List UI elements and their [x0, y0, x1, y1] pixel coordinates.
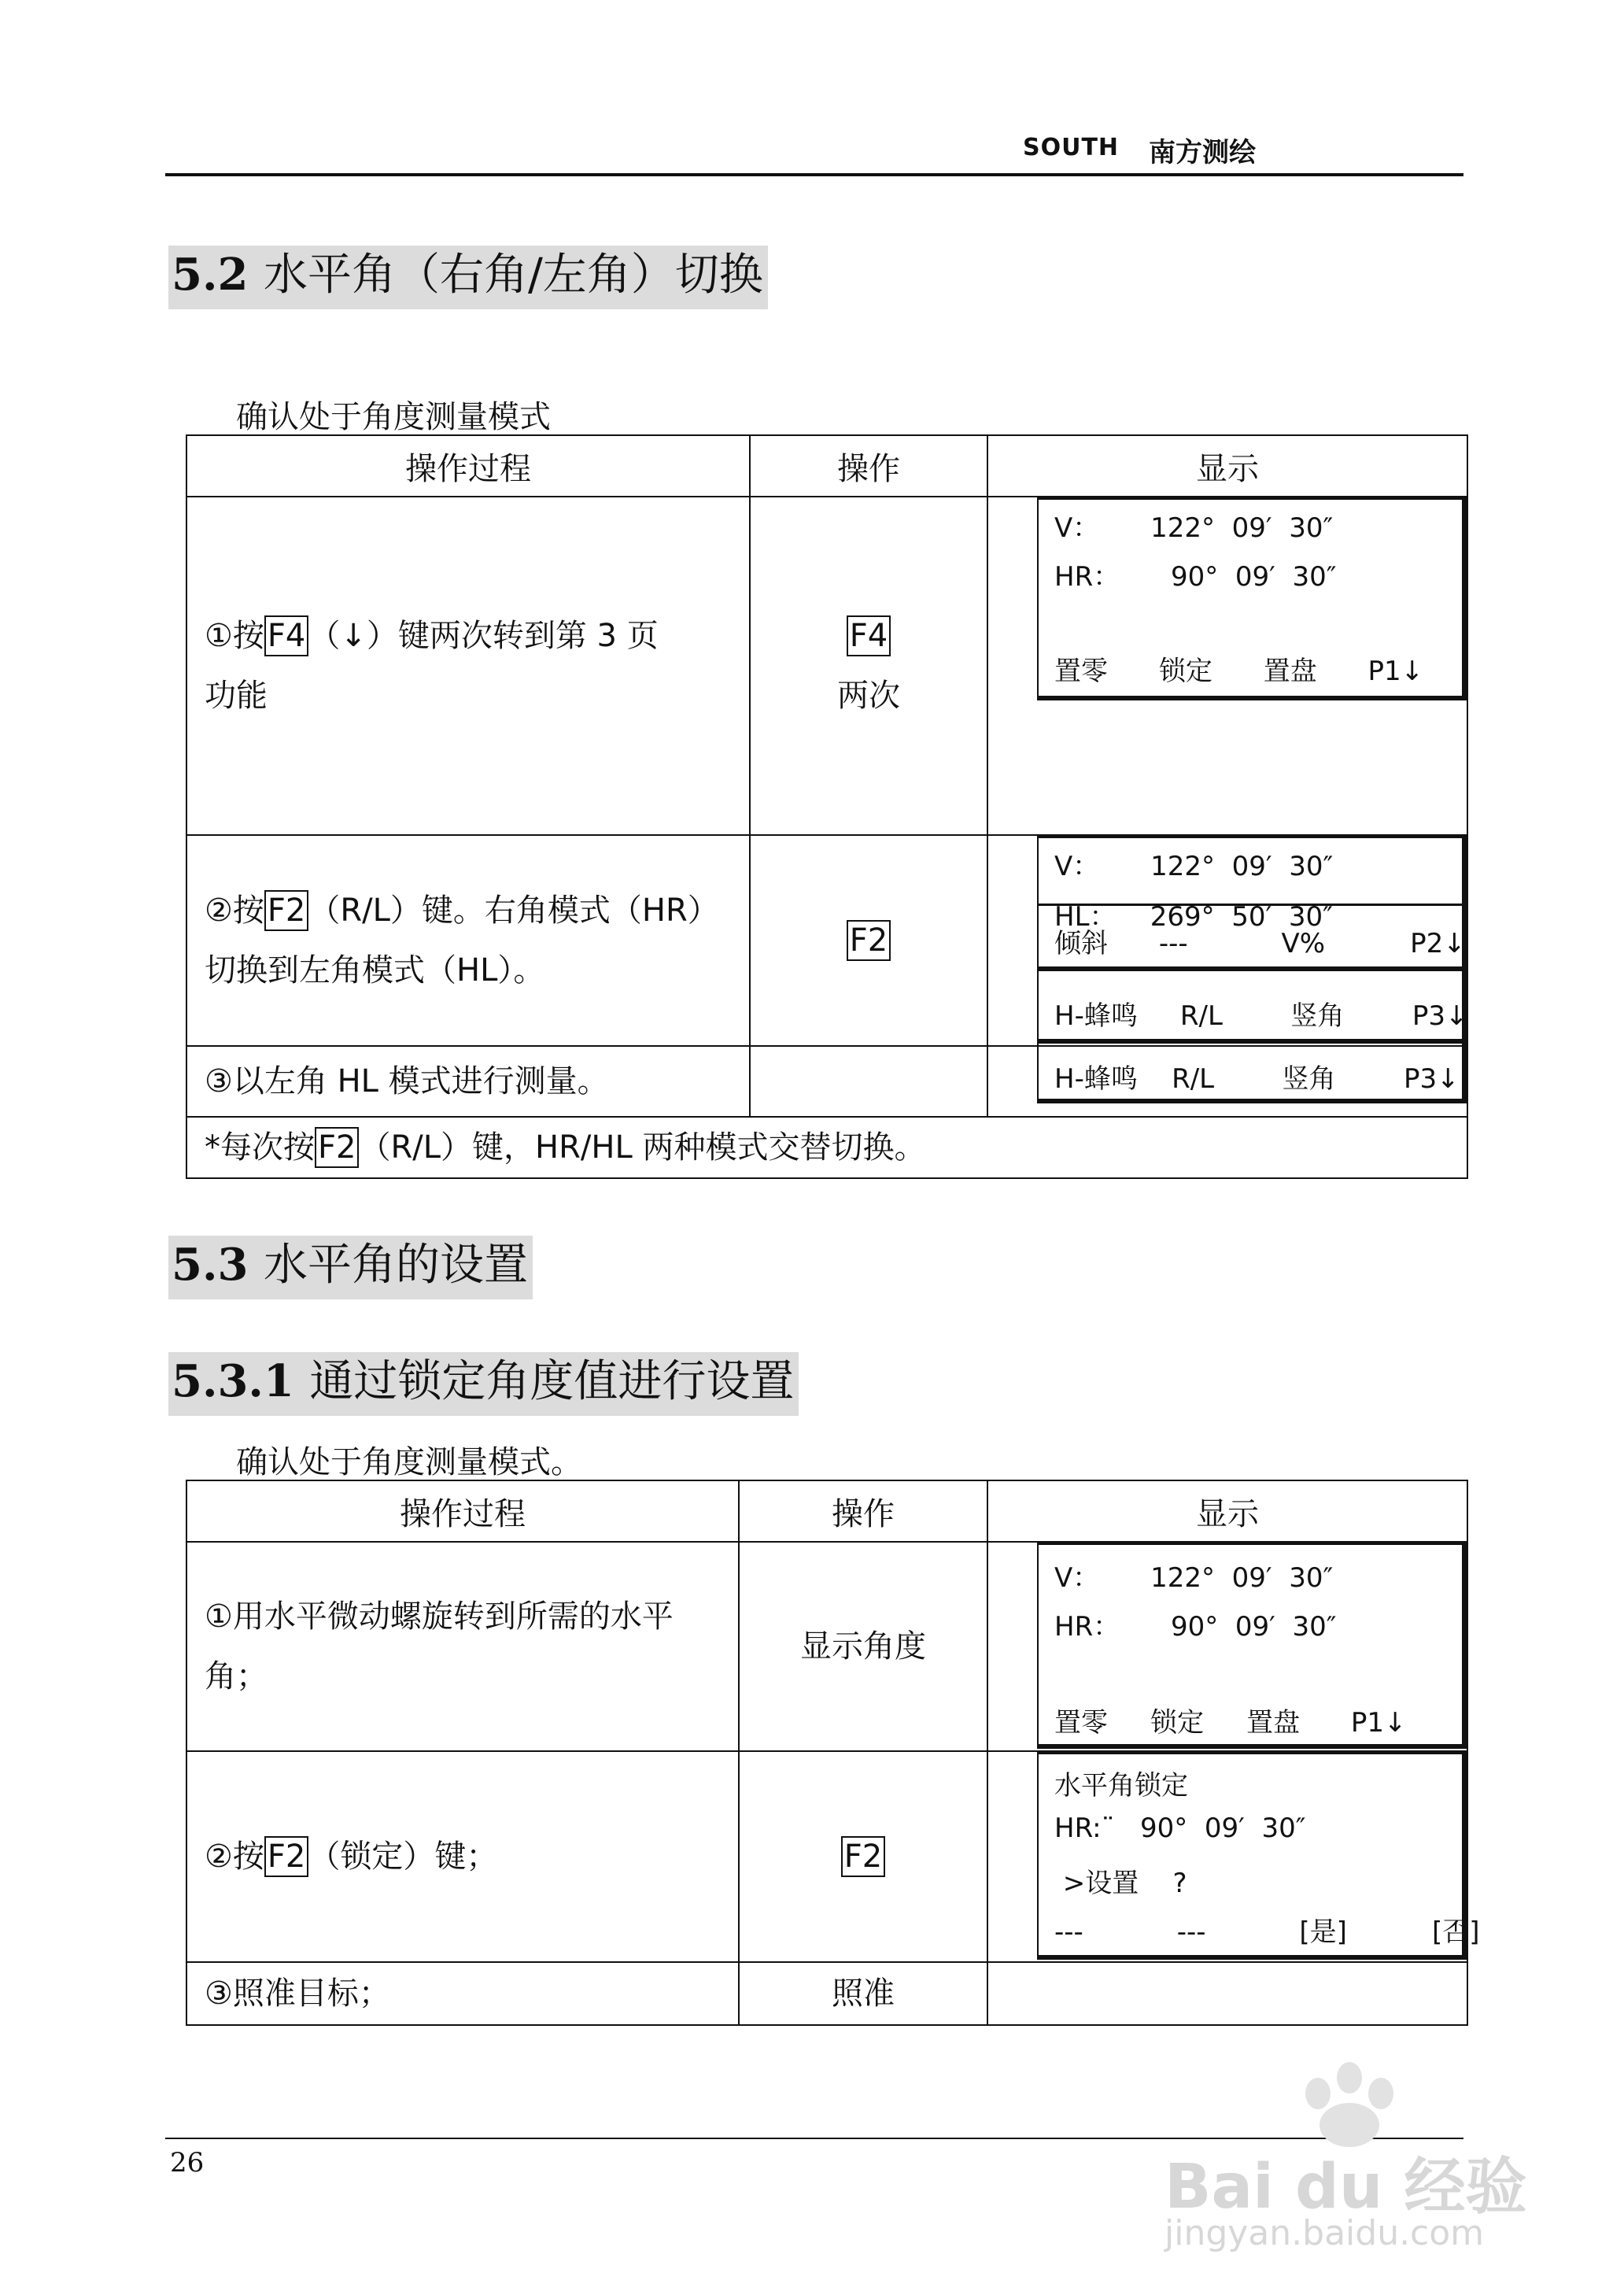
lcd-line: HR： 90° 09′ 30″ — [1054, 561, 1337, 593]
page-number: 26 — [170, 2147, 205, 2179]
row2-operation — [739, 1751, 987, 1962]
row2-process-a: ②按 — [205, 1839, 264, 1875]
lcd-line: HR： 90° 09′ 30″ — [1054, 1611, 1337, 1643]
lcd-prompt: >设置 ? — [1054, 1868, 1187, 1899]
lcd-screen-p1 — [1037, 497, 1467, 700]
row3-process: ③照准目标； — [186, 1962, 739, 2025]
header-company: 南方测绘 — [1149, 137, 1256, 168]
lcd-softkeys: H-蜂鸣 R/L 竖角 P3↓ — [1054, 1000, 1468, 1032]
key-f4-op: F4 — [847, 615, 891, 656]
section-531-intro: 确认处于角度测量模式。 — [236, 1444, 582, 1480]
lcd-softkeys: 置零 锁定 置盘 P1↓ — [1054, 656, 1424, 687]
section-52-text: 水平角（右角/左角）切换 — [263, 249, 763, 301]
lcd-line: 水平角锁定 — [1054, 1770, 1188, 1802]
watermark-logo: Bai du 经验 — [1164, 2152, 1527, 2223]
row2-process — [186, 1751, 739, 1962]
col-header-operation: 操作 — [739, 1480, 987, 1542]
section-52-intro: 确认处于角度测量模式 — [236, 399, 551, 435]
section-531-title — [168, 1352, 799, 1416]
row2-operation — [750, 835, 987, 1046]
row2-process-a: ②按 — [205, 893, 264, 929]
row3-operation — [750, 1046, 987, 1117]
header-brand: SOUTH — [1023, 134, 1120, 161]
key-f2-op: F2 — [841, 1836, 885, 1877]
section-53-title — [168, 1236, 533, 1299]
paw-logo-icon — [1290, 2062, 1408, 2149]
lcd-line: V： 122° 09′ 30″ — [1054, 512, 1334, 544]
row3-process: ③以左角 HL 模式进行测量。 — [186, 1046, 750, 1117]
section-531-text: 通过锁定角度值进行设置 — [309, 1356, 795, 1407]
col-header-process: 操作过程 — [186, 435, 750, 497]
row1-process-b: （↓）键两次转到第 3 页 — [308, 618, 659, 654]
lcd-softkeys: --- --- [是] [否] — [1054, 1916, 1480, 1948]
key-f4: F4 — [264, 615, 308, 656]
baidu-watermark — [1164, 2062, 1558, 2251]
section-53-number: 5.3 — [172, 1239, 249, 1291]
lcd-softkeys: 置零 锁定 置盘 P1↓ — [1054, 1707, 1407, 1739]
row1-process-c: 功能 — [205, 678, 268, 714]
row3-display — [987, 1962, 1467, 2025]
row1-op-text: 两次 — [837, 678, 900, 714]
row1-process-a: ①按 — [205, 618, 264, 654]
row2-process — [186, 835, 750, 1046]
section-52-table — [186, 434, 1468, 1179]
col-header-display: 显示 — [987, 1480, 1467, 1542]
section-53-text: 水平角的设置 — [263, 1240, 528, 1291]
lcd-line: HR:¨ 90° 09′ 30″ — [1054, 1813, 1306, 1844]
row2-display — [987, 835, 1467, 1046]
lcd-screen-p1 — [1037, 1543, 1467, 1749]
section-531-table — [186, 1480, 1480, 2026]
lcd-screen-lock — [1037, 1752, 1480, 1960]
lcd-screen-p3 — [1037, 1039, 1467, 1103]
row3-operation: 照准 — [739, 1962, 987, 2025]
row1-operation — [750, 497, 987, 835]
key-f2: F2 — [264, 1836, 308, 1877]
key-f2-note: F2 — [315, 1127, 359, 1168]
note-a: *每次按 — [205, 1129, 315, 1166]
watermark-url: jingyan.baidu.com — [1164, 2213, 1485, 2253]
row2-process-b: （锁定）键； — [308, 1839, 498, 1875]
row2-process-b: （R/L）键。右角模式（HR） — [308, 893, 719, 929]
lcd-line: V： 122° 09′ 30″ — [1054, 851, 1334, 882]
row1-process-b: 角； — [205, 1658, 268, 1694]
lcd-line: HL： 269° 50′ 30″ — [1054, 901, 1333, 933]
key-f2-op: F2 — [847, 920, 891, 961]
row2-process-c: 切换到左角模式（HL）。 — [205, 952, 545, 989]
col-header-display: 显示 — [987, 435, 1467, 497]
section-531-number: 5.3.1 — [172, 1355, 294, 1407]
lcd-softkeys: 倾斜 --- V% P2↓ — [1054, 928, 1466, 959]
lcd-line: V： 122° 09′ 30″ — [1054, 1562, 1334, 1594]
row1-display — [987, 1542, 1467, 1751]
row2-display — [987, 1751, 1480, 1962]
col-header-operation: 操作 — [750, 435, 987, 497]
row1-process-a: ①用水平微动螺旋转到所需的水平 — [205, 1598, 674, 1635]
col-header-process: 操作过程 — [186, 1480, 739, 1542]
section-52-number: 5.2 — [172, 249, 249, 301]
row1-operation: 显示角度 — [739, 1542, 987, 1751]
note-b: （R/L）键，HR/HL 两种模式交替切换。 — [359, 1129, 926, 1166]
lcd-softkeys: H-蜂鸣 R/L 竖角 P3↓ — [1054, 1063, 1460, 1095]
note-row — [186, 1117, 1467, 1178]
header-rule — [165, 173, 1463, 176]
row1-process — [186, 497, 750, 835]
key-f2: F2 — [264, 890, 308, 931]
lcd-screen-hl — [1037, 836, 1467, 1044]
row1-process — [186, 1542, 739, 1751]
section-52-title — [168, 246, 768, 309]
